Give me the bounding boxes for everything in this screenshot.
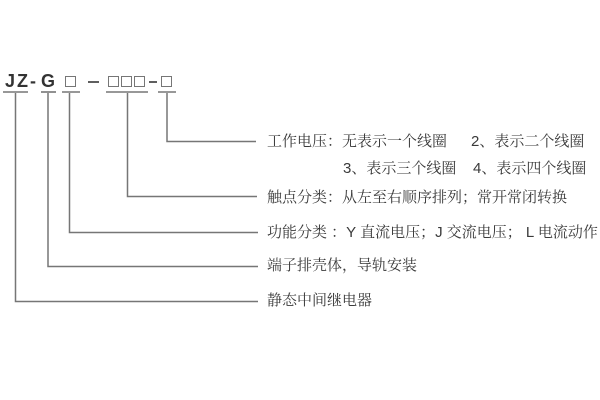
label-contact-classification: 触点分类：从左至右顺序排列；常开常闭转换 [267, 189, 568, 206]
connector-contact [128, 93, 258, 197]
connector-housing [48, 93, 258, 267]
placeholder-box-contact-1 [108, 76, 119, 87]
dash-separator-2 [149, 81, 157, 83]
label-function-classification: 功能分类 ：Y 直流电压；J 交流电压； L 电流动作 [267, 224, 598, 241]
model-code-hyphen: - [30, 71, 36, 91]
label-housing: 端子排壳体，导轨安装 [267, 257, 418, 274]
placeholder-box-function [65, 76, 76, 87]
label-working-voltage-option-3: 3、表示三个线圈 [343, 160, 457, 177]
model-code-series-letter: G [41, 71, 56, 91]
label-working-voltage-option-2: 2、表示二个线圈 [471, 133, 585, 150]
label-working-voltage-option-4: 4、表示四个线圈 [473, 160, 587, 177]
placeholder-box-contact-2 [121, 76, 132, 87]
connector-function [70, 93, 259, 233]
connector-voltage [167, 93, 256, 142]
label-relay-name: 静态中间继电器 [267, 292, 373, 309]
dash-separator-1 [88, 81, 99, 83]
model-code-prefix: JZ [5, 71, 31, 91]
placeholder-box-contact-3 [134, 76, 145, 87]
label-working-voltage: 工作电压：无表示一个线圈 [267, 133, 448, 150]
placeholder-box-voltage [161, 76, 172, 87]
